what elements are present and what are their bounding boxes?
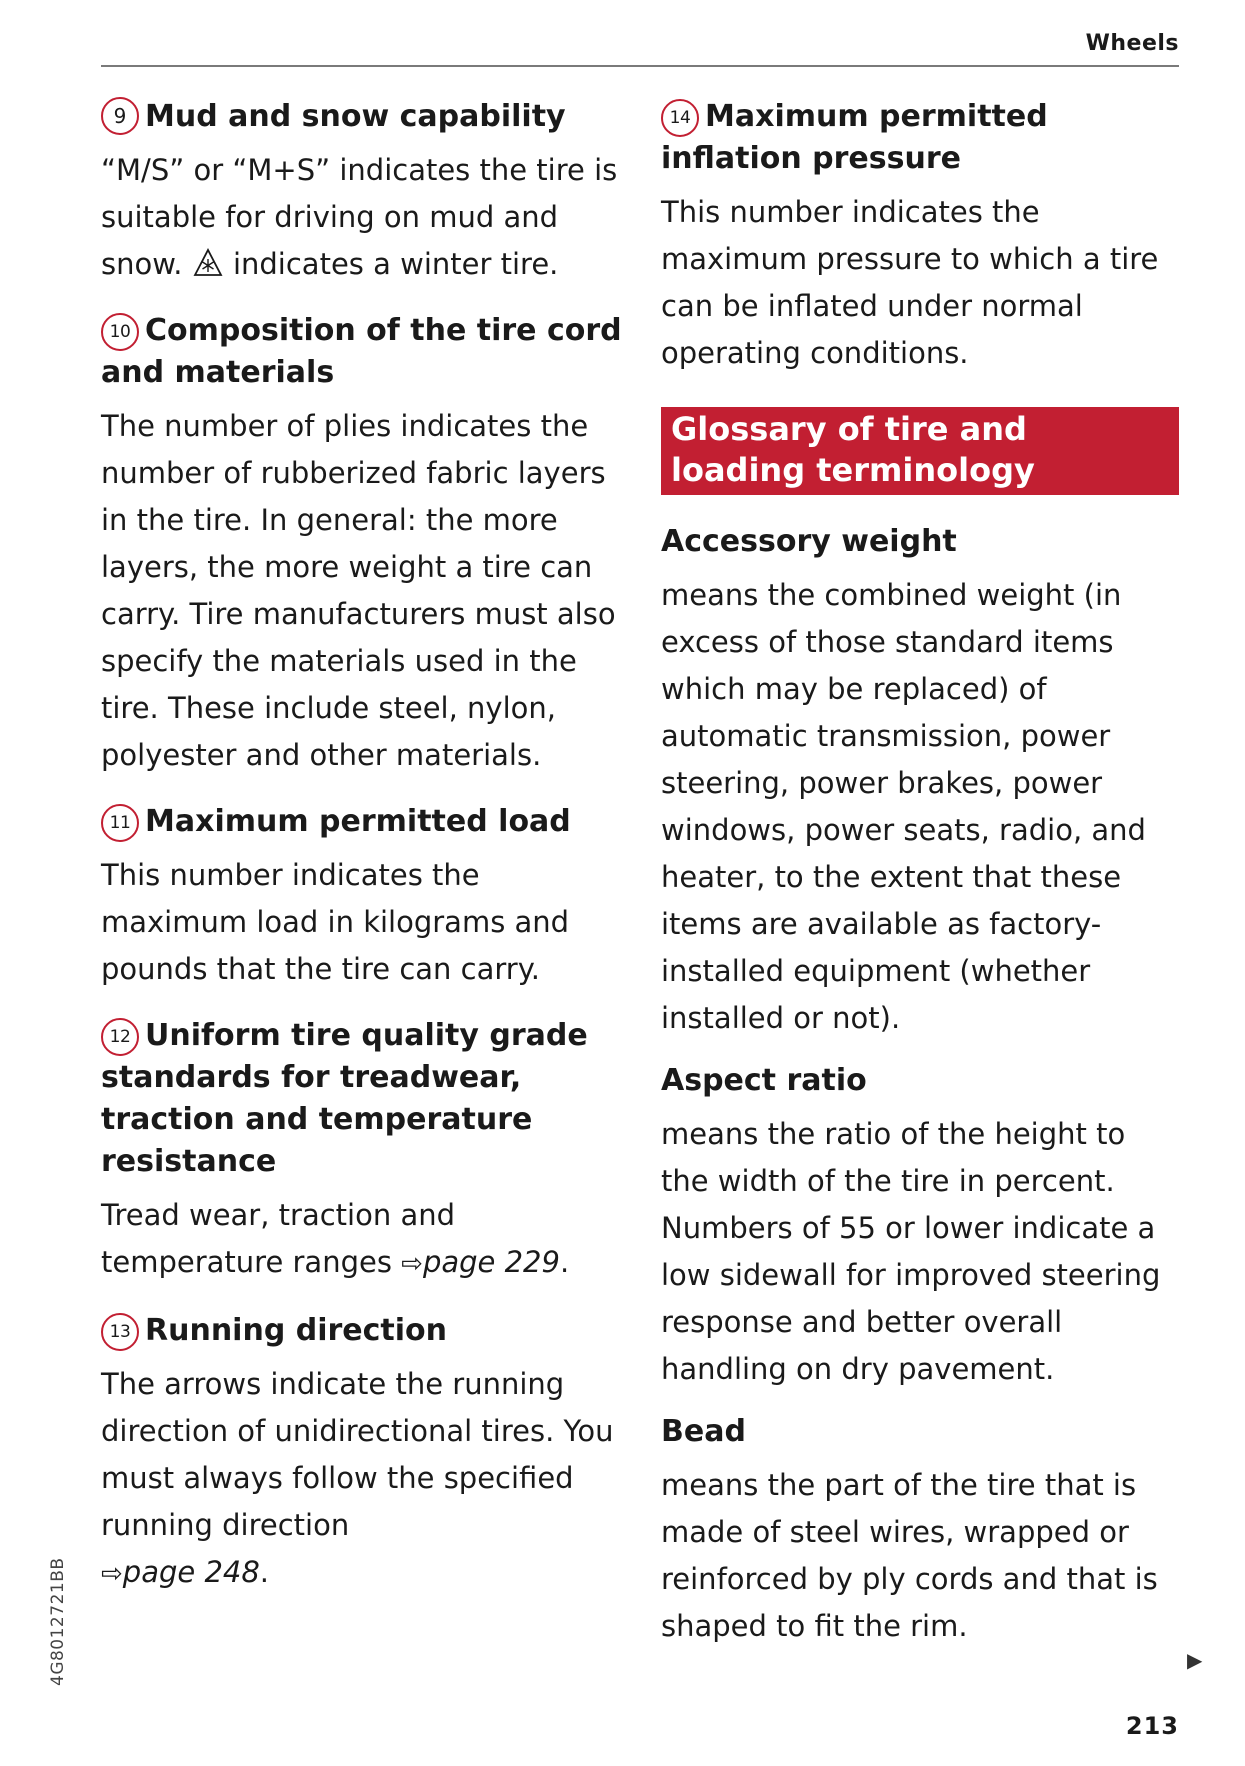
section-max-load [101,801,631,993]
heading-text: Mud and snow capability [145,99,566,134]
section-body [101,1361,631,1598]
snowflake-mountain-icon [192,247,224,281]
section-mud-snow [101,96,631,288]
reference-text: page 248 [122,1555,260,1589]
item-number-badge: 12 [101,1018,139,1056]
heading-text: Maximum permitted inflation pressure [661,99,1048,176]
heading-text: Composition of the tire cord and materials [101,313,622,390]
term-heading: Accessory weight [661,524,957,559]
term-definition: means the combined weight (in excess of those standard items which may be replaced) of automatic transmission, power steering, power brakes, power windows, power seats, radio, and heater, to the extent that these items are available as factory-installed equipment (whether installed or not). [661,578,1146,1035]
item-number-badge: 13 [101,1313,139,1351]
body-text: The arrows indicate the running direction of unidirectional tires. You must always follow the specified running direction [101,1367,614,1542]
section-heading [101,96,631,138]
glossary-term [661,1060,1179,1393]
punctuation: . [559,1245,570,1279]
section-heading [661,96,1179,180]
page-number: 213 [1125,1712,1179,1740]
item-number-badge: 11 [101,804,139,842]
glossary-title-banner: Glossary of tire and loading terminology [661,407,1179,495]
item-number-badge: 14 [661,99,699,137]
page-reference-link[interactable] [101,1555,260,1589]
section-running-direction [101,1310,631,1598]
arrow-right-icon: ⇨ [101,1559,123,1589]
section-heading [101,1310,631,1352]
term-definition: means the ratio of the height to the width of the tire in percent. Numbers of 55 or lower indicate a low sidewall for improved steering response and better overall handling on dry pavement. [661,1117,1161,1386]
document-code: 4G8012721BB [48,1557,68,1686]
section-max-inflation [661,96,1179,377]
glossary-term [661,521,1179,1042]
arrow-right-icon: ⇨ [401,1249,423,1279]
section-body [101,1192,631,1288]
heading-text: Maximum permitted load [145,804,571,839]
body-text: Tread wear, traction and temperature ranges [101,1198,456,1279]
page-reference-link[interactable] [401,1245,560,1279]
section-tire-cord [101,310,631,779]
section-heading [101,801,631,843]
glossary-term [661,1411,1179,1650]
right-column [661,96,1179,1668]
body-text-2: indicates a winter tire. [232,247,559,281]
section-utqg [101,1015,631,1288]
section-heading [101,1015,631,1183]
header-rule [101,65,1179,67]
page-header-title: Wheels [1085,31,1179,56]
section-body: This number indicates the maximum pressure to which a tire can be inflated under normal operating conditions. [661,195,1159,370]
heading-text: Running direction [145,1313,448,1348]
term-definition: means the part of the tire that is made of steel wires, wrapped or reinforced by ply cords and that is shaped to fit the rim. [661,1468,1158,1643]
punctuation: . [259,1555,270,1589]
section-body: This number indicates the maximum load in kilograms and pounds that the tire can carry. [101,858,570,986]
section-heading [101,310,631,394]
left-column [101,96,631,1620]
heading-text: Uniform tire quality grade standards for treadwear, traction and temperature resistance [101,1018,588,1179]
continue-arrow-icon: ▶ [1187,1648,1203,1672]
reference-text: page 229 [422,1245,560,1279]
section-body: The number of plies indicates the number of rubberized fabric layers in the tire. In general: the more layers, the more weight a tire can carry. Tire manufacturers must also specify the materials used in the tire. These include steel, nylon, polyester and other materials. [101,409,616,772]
term-heading: Bead [661,1414,746,1449]
item-number-badge: 9 [101,97,139,135]
term-heading: Aspect ratio [661,1063,867,1098]
body-text: “M/S” or “M+S” indicates the tire is suitable for driving on mud and snow. [101,153,618,281]
item-number-badge: 10 [101,313,139,351]
section-body [101,147,631,288]
